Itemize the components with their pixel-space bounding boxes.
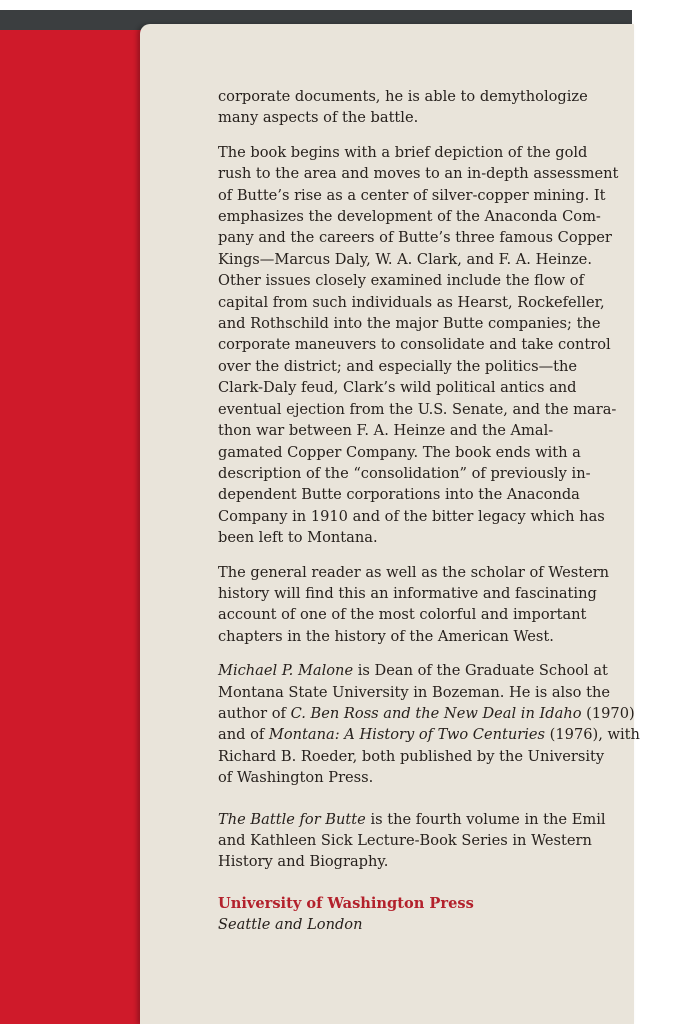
text-line: author of C. Ben Ross and the New Deal in Idaho (1970) xyxy=(218,704,635,722)
text-line: account of one of the most colorful and important xyxy=(218,606,587,624)
paragraph-author-bio xyxy=(218,660,640,788)
text-line: corporate documents, he is able to demythologize xyxy=(218,88,588,105)
author-name: Michael P. Malone xyxy=(218,662,354,680)
text-line: and of Montana: A History of Two Centuries (1976), with xyxy=(218,726,640,744)
text-line: capital from such individuals as Hearst, Rockefeller, xyxy=(218,293,605,311)
text-line: emphasizes the development of the Anaconda Com- xyxy=(218,208,601,226)
publisher-name: University of Washington Press xyxy=(218,894,474,912)
book-title: Montana: A History of Two Centuries xyxy=(268,726,546,744)
text-line: The general reader as well as the scholar of Western xyxy=(218,563,610,581)
text-line: The Battle for Butte is the fourth volume in the Emil xyxy=(218,810,606,828)
text-line: over the district; and especially the politics—the xyxy=(218,357,578,375)
text-line: Kings—Marcus Daly, W. A. Clark, and F. A. Heinze. xyxy=(218,250,592,268)
text-line: History and Biography. xyxy=(218,853,389,871)
text-line: Company in 1910 and of the bitter legacy which has xyxy=(218,507,605,525)
text-line: history will find this an informative and fascinating xyxy=(218,584,597,602)
text-line: of Washington Press. xyxy=(218,769,374,787)
book-title: C. Ben Ross and the New Deal in Idaho xyxy=(290,704,582,722)
text-line: Michael P. Malone is Dean of the Graduate School at xyxy=(218,662,608,680)
book-title: The Battle for Butte xyxy=(218,810,366,828)
text-line: Richard B. Roeder, both published by the University xyxy=(218,747,605,765)
text-line: pany and the careers of Butte’s three famous Copper xyxy=(218,229,612,247)
text-line: many aspects of the battle. xyxy=(218,109,419,127)
text-line: eventual ejection from the U.S. Senate, and the mara- xyxy=(218,400,617,418)
text-line: been left to Montana. xyxy=(218,529,378,547)
text-line: and Kathleen Sick Lecture-Book Series in Western xyxy=(218,832,592,849)
text-line: dependent Butte corporations into the Anaconda xyxy=(218,486,580,504)
text-line: Montana State University in Bozeman. He is also the xyxy=(218,683,611,701)
text-line: The book begins with a brief depiction of the gold xyxy=(218,143,588,161)
text-line: gamated Copper Company. The book ends with a xyxy=(218,443,581,461)
red-jacket-panel xyxy=(0,30,150,1024)
text-line: description of the “consolidation” of previously in- xyxy=(218,464,591,482)
paragraph-reader-appeal xyxy=(218,562,608,648)
text-line: and Rothschild into the major Butte companies; the xyxy=(218,315,601,333)
publisher-cities: Seattle and London xyxy=(218,916,363,934)
text-line: thon war between F. A. Heinze and the Amal- xyxy=(218,422,554,440)
text-line: Other issues closely examined include the flow of xyxy=(218,272,584,290)
paragraph-continuation xyxy=(218,86,608,129)
text-line: Clark-Daly feud, Clark’s wild political antics and xyxy=(218,379,577,397)
text-line: chapters in the history of the American West. xyxy=(218,627,554,645)
text-line: corporate maneuvers to consolidate and take control xyxy=(218,336,611,354)
publisher-imprint xyxy=(218,893,608,936)
paragraph-series-note xyxy=(218,809,608,873)
text-line: rush to the area and moves to an in-depth assessment xyxy=(218,165,619,183)
paragraph-book-summary xyxy=(218,142,619,549)
text-line: of Butte’s rise as a center of silver-copper mining. It xyxy=(218,186,606,204)
flap-text xyxy=(218,86,640,936)
